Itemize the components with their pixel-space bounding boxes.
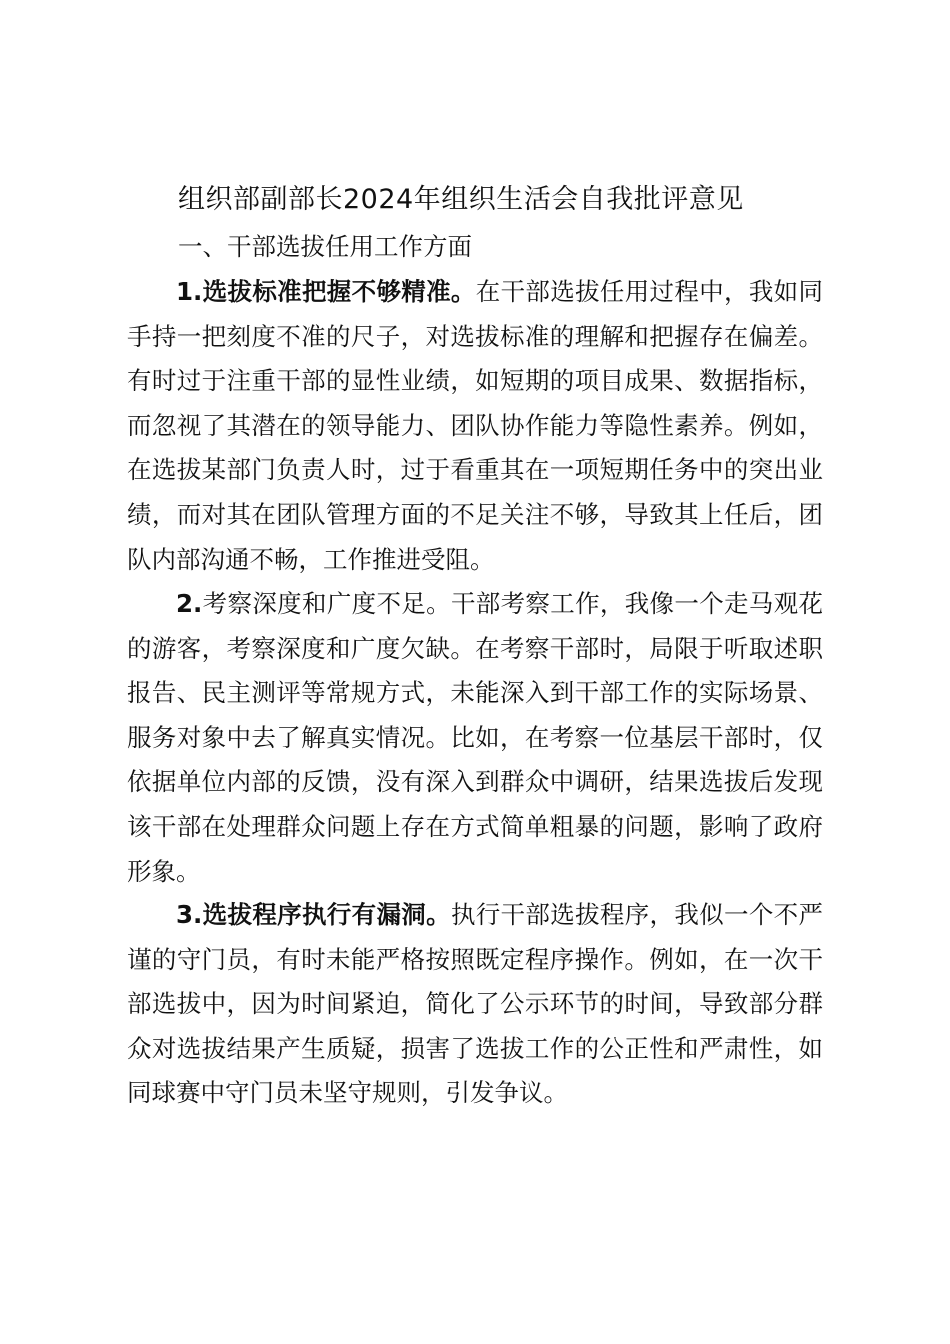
paragraph-2-text: 考察深度和广度不足。干部考察工作，我像一个走马观花的游客，考察深度和广度欠缺。在考察干部时，局限于听取述职报告、民主测评等常规方式，未能深入到干部工作的实际场景、服务对象中去了解真实情况。比如，在考察一位基层干部时，仅依据单位内部的反馈，没有深入到群众中调研，结果选拔后发现该干部在处理群众问题上存在方式简单粗暴的问题，影响了政府形象。 bbox=[127, 589, 823, 886]
paragraph-2-lead: 2. bbox=[176, 589, 203, 618]
paragraph-3-lead: 3.选拔程序执行有漏洞。 bbox=[176, 900, 451, 929]
paragraph-3 bbox=[127, 893, 823, 1116]
section-heading: 一、干部选拔任用工作方面 bbox=[178, 232, 472, 261]
document-title: 组织部副部长2024年组织生活会自我批评意见 bbox=[178, 184, 744, 215]
paragraph-1-lead: 1.选拔标准把握不够精准。 bbox=[176, 277, 476, 306]
paragraph-2 bbox=[127, 582, 823, 894]
paragraph-1 bbox=[127, 270, 823, 582]
paragraph-3-text: 执行干部选拔程序，我似一个不严谨的守门员，有时未能严格按照既定程序操作。例如，在一次干部选拔中，因为时间紧迫，简化了公示环节的时间，导致部分群众对选拔结果产生质疑，损害了选拔工作的公正性和严肃性，如同球赛中守门员未坚守规则，引发争议。 bbox=[127, 900, 823, 1108]
paragraph-1-text: 在干部选拔任用过程中，我如同手持一把刻度不准的尺子，对选拔标准的理解和把握存在偏差。有时过于注重干部的显性业绩，如短期的项目成果、数据指标，而忽视了其潜在的领导能力、团队协作能力等隐性素养。例如，在选拔某部门负责人时，过于看重其在一项短期任务中的突出业绩，而对其在团队管理方面的不足关注不够，导致其上任后，团队内部沟通不畅，工作推进受阻。 bbox=[127, 277, 823, 574]
